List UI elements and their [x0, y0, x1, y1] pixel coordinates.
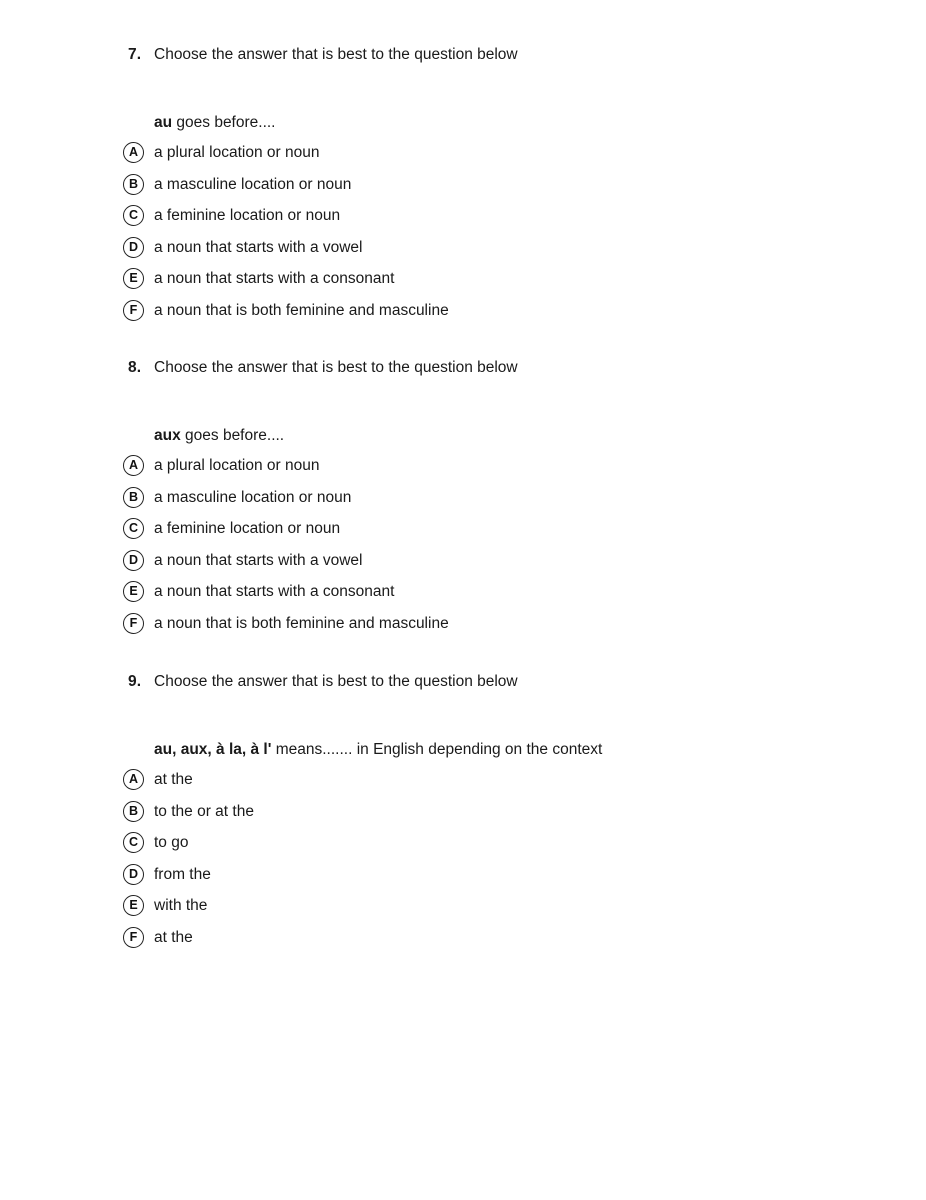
- option-bubble-d[interactable]: D: [123, 864, 144, 885]
- question-instruction: Choose the answer that is best to the question below: [154, 673, 518, 690]
- question-block: [0, 357, 926, 644]
- option-label[interactable]: a feminine location or noun: [154, 520, 341, 537]
- question-stem: [154, 739, 926, 761]
- question-block: [0, 44, 926, 331]
- question-stem-term: aux: [154, 427, 181, 444]
- answer-option[interactable]: [123, 581, 926, 613]
- option-label[interactable]: a noun that is both feminine and masculine: [154, 614, 449, 632]
- option-bubble-b[interactable]: B: [123, 487, 144, 508]
- answer-option[interactable]: [123, 895, 926, 927]
- question-stem-text: goes before....: [172, 114, 276, 131]
- option-label[interactable]: a masculine location or noun: [154, 488, 352, 506]
- answer-options: [0, 769, 926, 958]
- option-bubble-c[interactable]: C: [123, 518, 144, 539]
- answer-option[interactable]: [123, 300, 926, 332]
- question-number: 9.: [128, 673, 142, 690]
- answer-option[interactable]: [123, 237, 926, 269]
- option-bubble-b[interactable]: B: [123, 801, 144, 822]
- option-label[interactable]: to the or at the: [154, 802, 254, 820]
- option-label[interactable]: a noun that is both feminine and masculine: [154, 301, 449, 319]
- option-bubble-f[interactable]: F: [123, 300, 144, 321]
- option-bubble-a[interactable]: A: [123, 769, 144, 790]
- answer-option[interactable]: [123, 801, 926, 833]
- question-block: [0, 671, 926, 958]
- option-bubble-f[interactable]: F: [123, 613, 144, 634]
- question-stem-term: au: [154, 114, 173, 131]
- answer-option[interactable]: [123, 769, 926, 801]
- question-stem: [154, 112, 926, 134]
- answer-option[interactable]: [123, 174, 926, 206]
- option-bubble-e[interactable]: E: [123, 895, 144, 916]
- answer-option[interactable]: [123, 455, 926, 487]
- question-heading: [128, 671, 926, 697]
- option-bubble-e[interactable]: E: [123, 581, 144, 602]
- answer-option[interactable]: [123, 550, 926, 582]
- option-label[interactable]: at the: [154, 928, 193, 946]
- option-label[interactable]: a plural location or noun: [154, 144, 320, 161]
- answer-option[interactable]: [123, 518, 926, 550]
- question-instruction: Choose the answer that is best to the question below: [154, 359, 518, 376]
- option-bubble-f[interactable]: F: [123, 927, 144, 948]
- option-bubble-d[interactable]: D: [123, 550, 144, 571]
- option-bubble-a[interactable]: A: [123, 142, 144, 163]
- option-label[interactable]: a noun that starts with a vowel: [154, 551, 363, 569]
- option-label[interactable]: with the: [154, 897, 208, 914]
- question-stem-text: means....... in English depending on the context: [271, 741, 603, 758]
- option-bubble-e[interactable]: E: [123, 268, 144, 289]
- answer-option[interactable]: [123, 142, 926, 174]
- question-heading: [128, 357, 926, 383]
- question-heading: [128, 44, 926, 70]
- option-label[interactable]: a noun that starts with a consonant: [154, 583, 395, 600]
- question-number: 8.: [128, 359, 142, 376]
- answer-option[interactable]: [123, 832, 926, 864]
- option-bubble-b[interactable]: B: [123, 174, 144, 195]
- answer-options: [0, 455, 926, 644]
- answer-option[interactable]: [123, 864, 926, 896]
- option-label[interactable]: a noun that starts with a consonant: [154, 270, 395, 287]
- option-label[interactable]: a masculine location or noun: [154, 175, 352, 193]
- option-bubble-c[interactable]: C: [123, 205, 144, 226]
- option-label[interactable]: to go: [154, 834, 189, 851]
- option-label[interactable]: a plural location or noun: [154, 457, 320, 474]
- answer-option[interactable]: [123, 613, 926, 645]
- option-bubble-a[interactable]: A: [123, 455, 144, 476]
- answer-option[interactable]: [123, 205, 926, 237]
- option-bubble-d[interactable]: D: [123, 237, 144, 258]
- answer-option[interactable]: [123, 487, 926, 519]
- question-instruction: Choose the answer that is best to the question below: [154, 46, 518, 63]
- answer-options: [0, 142, 926, 331]
- option-label[interactable]: at the: [154, 771, 193, 788]
- option-label[interactable]: a noun that starts with a vowel: [154, 238, 363, 256]
- answer-option[interactable]: [123, 927, 926, 959]
- question-number: 7.: [128, 46, 142, 63]
- question-stem-term: au, aux, à la, à l': [154, 741, 272, 758]
- question-stem: [154, 425, 926, 447]
- option-label[interactable]: from the: [154, 865, 211, 883]
- answer-option[interactable]: [123, 268, 926, 300]
- option-label[interactable]: a feminine location or noun: [154, 207, 341, 224]
- option-bubble-c[interactable]: C: [123, 832, 144, 853]
- question-stem-text: goes before....: [180, 427, 285, 444]
